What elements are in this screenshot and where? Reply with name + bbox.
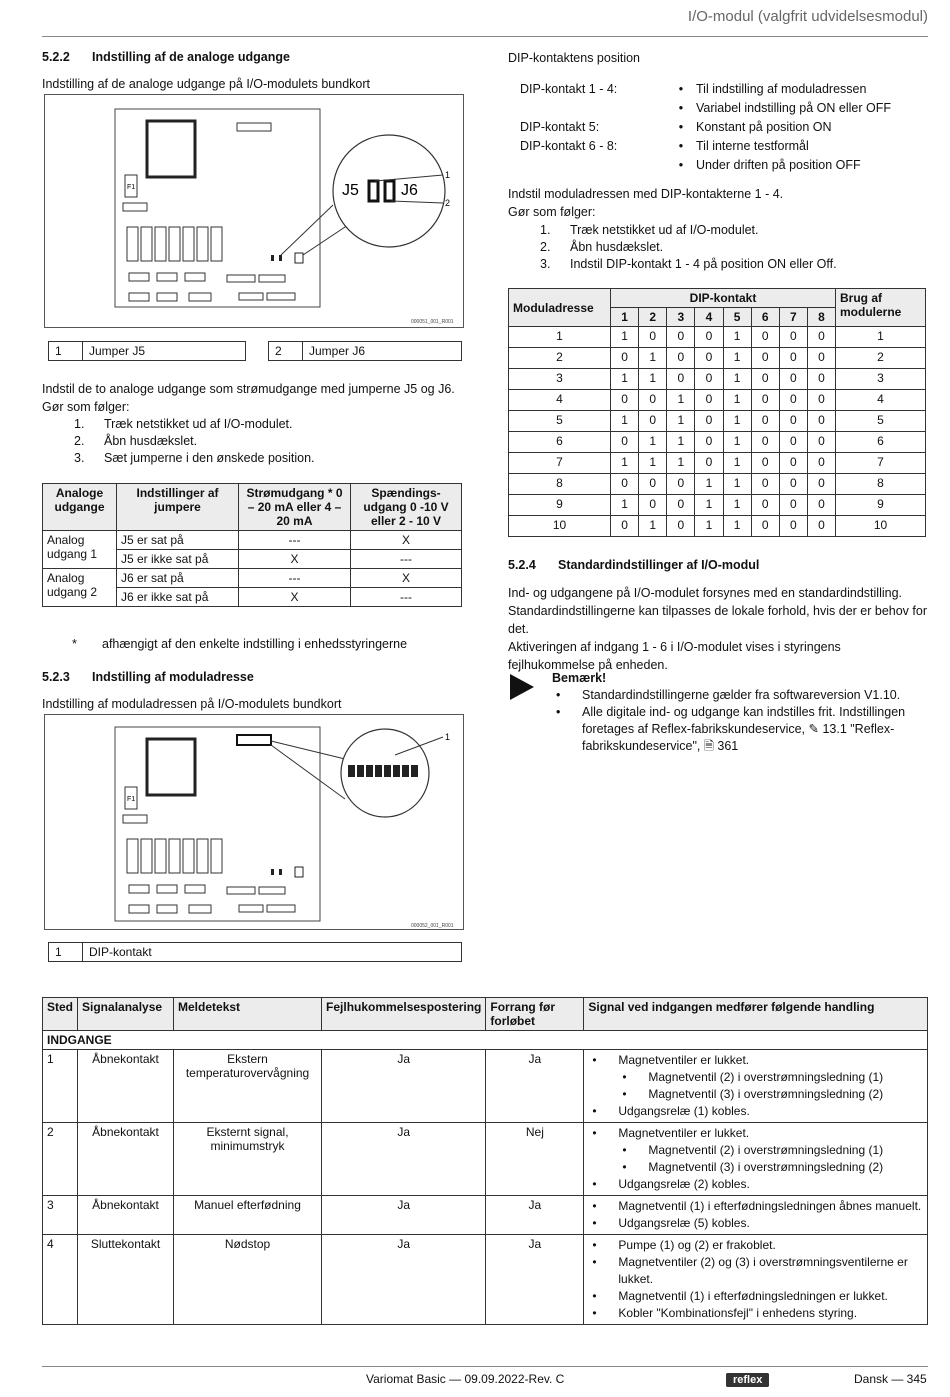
table-row	[43, 1123, 928, 1196]
section-heading-5-2-3	[42, 670, 254, 684]
callout-1: 1	[445, 732, 451, 742]
table-header: Forrang før forløbet	[486, 998, 584, 1031]
footnote-text: afhængigt af den enkelte indstilling i enhedsstyringerne	[102, 637, 408, 651]
caption-item	[48, 341, 246, 361]
table-cell: 5	[509, 411, 611, 432]
table-cell: 1	[723, 495, 751, 516]
svg-text:F1: F1	[127, 184, 136, 191]
pcb-figure-jumpers	[44, 94, 464, 328]
dip-position-title: DIP-kontaktens position	[508, 51, 641, 65]
table-cell: 0	[611, 432, 639, 453]
table-cell: 0	[751, 453, 779, 474]
list-item: 1. Træk netstikket ud af I/O-modulet.	[74, 417, 293, 431]
table-cell: 1	[43, 1050, 78, 1123]
table-header: Strømudgang * 0 – 20 mA eller 4 – 20 mA	[239, 484, 351, 531]
list-item: • Magnetventiler (2) og (3) i overstrømningsventilerne er lukket.	[588, 1254, 923, 1288]
table-cell: 1	[695, 516, 723, 537]
table-cell: 0	[779, 411, 807, 432]
table-cell: 0	[611, 390, 639, 411]
signal-table	[42, 997, 928, 1325]
table-cell: 0	[639, 327, 667, 348]
list-item: • Udgangsrelæ (2) kobles.	[588, 1176, 923, 1193]
note-title: Bemærk!	[552, 671, 607, 685]
table-header: 1	[611, 308, 639, 327]
table-cell: 0	[779, 369, 807, 390]
table-cell: 0	[639, 411, 667, 432]
table-cell: 0	[779, 474, 807, 495]
table-cell: 4	[836, 390, 926, 411]
steps-list	[42, 416, 315, 467]
list-item: • Udgangsrelæ (5) kobles.	[588, 1215, 923, 1232]
table-cell: Ekstern temperaturovervågning	[174, 1050, 322, 1123]
table-row	[509, 327, 926, 348]
table-cell: 0	[667, 495, 695, 516]
list-item: • Kobler "Kombinationsfejl" i enhedens styring.	[588, 1305, 923, 1322]
table-cell: Nødstop	[174, 1235, 322, 1325]
table-header: Signal ved indgangen medfører følgende handling	[584, 998, 928, 1031]
table-cell: 1	[695, 495, 723, 516]
table-cell: 0	[807, 495, 835, 516]
table-header: Brug af modulerne	[836, 289, 926, 327]
table-cell: 7	[509, 453, 611, 474]
pcb-figure-dip	[44, 714, 464, 930]
note-box	[552, 669, 928, 755]
table-header: 8	[807, 308, 835, 327]
table-cell: Ja	[486, 1235, 584, 1325]
table-row	[43, 1235, 928, 1325]
list-item: • Alle digitale ind- og udgange kan indstilles frit. Indstillingen foretages af Reflex-fabrikskundeservice, ✎ 13.1 "Reflex-fabrikskundeservice", 🗎 361	[552, 704, 928, 755]
list-item: 2. Åbn husdækslet.	[540, 240, 664, 254]
footnote-mark: *	[72, 637, 77, 651]
table-row	[43, 1050, 928, 1123]
table-row	[509, 411, 926, 432]
table-cell: 0	[779, 453, 807, 474]
table-cell: 0	[695, 411, 723, 432]
table-header: 7	[779, 308, 807, 327]
table-cell: J5 er ikke sat på	[117, 550, 239, 569]
table-cell: 0	[667, 327, 695, 348]
table-cell: 5	[836, 411, 926, 432]
list-item: • Magnetventil (2) i overstrømningsledning (1)	[588, 1069, 923, 1086]
table-cell: J6 er sat på	[117, 569, 239, 588]
table-cell: Sluttekontakt	[78, 1235, 174, 1325]
list-item: • Magnetventiler er lukket.	[588, 1052, 923, 1069]
table-cell: 1	[667, 390, 695, 411]
table-row	[509, 390, 926, 411]
section-number: 5.2.2	[42, 50, 70, 64]
table-cell	[584, 1123, 928, 1196]
table-cell: 0	[611, 474, 639, 495]
table-cell: 1	[611, 327, 639, 348]
caption-key: 1	[49, 943, 83, 961]
table-header: 4	[695, 308, 723, 327]
list-item: • Standardindstillingerne gælder fra softwareversion V1.10.	[552, 687, 928, 704]
section-title: Indstilling af de analoge udgange	[92, 50, 290, 64]
table-header: 6	[751, 308, 779, 327]
steps-list	[508, 222, 837, 273]
zoom-label-j5: J5	[342, 182, 359, 199]
table-cell: 1	[639, 348, 667, 369]
table-cell: 0	[779, 516, 807, 537]
list-item: • Magnetventil (3) i overstrømningsledning (2)	[588, 1086, 923, 1103]
table-cell: J6 er ikke sat på	[117, 588, 239, 607]
table-cell: 3	[509, 369, 611, 390]
caption-key: 1	[49, 342, 83, 360]
list-item: 1. Træk netstikket ud af I/O-modulet.	[540, 223, 759, 237]
table-cell: 1	[667, 453, 695, 474]
table-cell: 2	[836, 348, 926, 369]
module-address-table	[508, 288, 926, 537]
footer-page: Dansk — 345	[854, 1372, 927, 1386]
steps-intro: Gør som følger:	[508, 205, 596, 219]
table-cell: 0	[751, 390, 779, 411]
table-cell: 3	[43, 1196, 78, 1235]
table-row	[509, 432, 926, 453]
section-intro: Indstilling af de analoge udgange på I/O-modulets bundkort	[42, 77, 371, 91]
table-cell: Ja	[486, 1050, 584, 1123]
caption-label: Jumper J6	[309, 344, 366, 358]
list-item: • Magnetventil (3) i overstrømningsledning (2)	[588, 1159, 923, 1176]
caption-label: DIP-kontakt	[89, 945, 152, 959]
list-item: • Magnetventil (1) i efterfødningsledningen er lukket.	[588, 1288, 923, 1305]
table-header: 3	[667, 308, 695, 327]
table-cell: Ja	[486, 1196, 584, 1235]
table-cell: 0	[695, 432, 723, 453]
reflex-logo: reflex	[726, 1372, 769, 1386]
table-cell: 0	[639, 390, 667, 411]
section-title: Standardindstillinger af I/O-modul	[558, 558, 760, 572]
table-cell: 0	[751, 348, 779, 369]
table-cell: 0	[751, 411, 779, 432]
table-header: Analoge udgange	[43, 484, 117, 531]
table-cell: 0	[667, 516, 695, 537]
caption-item	[48, 942, 462, 962]
table-cell: 0	[807, 390, 835, 411]
table-row	[509, 348, 926, 369]
table-cell: 0	[751, 474, 779, 495]
table-cell: 0	[695, 327, 723, 348]
table-cell: 0	[779, 348, 807, 369]
dip-position-list	[520, 80, 920, 175]
zoom-label-j6: J6	[401, 182, 418, 199]
footer-doc: Variomat Basic — 09.09.2022-Rev. C	[366, 1372, 565, 1386]
table-cell: 0	[695, 453, 723, 474]
table-cell: 10	[509, 516, 611, 537]
table-cell: 1	[723, 474, 751, 495]
steps-intro: Gør som følger:	[42, 400, 130, 414]
table-cell: 8	[509, 474, 611, 495]
table-cell: 0	[611, 348, 639, 369]
callout-1: 1	[445, 170, 451, 180]
table-cell: 0	[667, 348, 695, 369]
footnote	[72, 636, 407, 653]
table-cell: 0	[639, 495, 667, 516]
table-cell: 7	[836, 453, 926, 474]
running-header: I/O-modul (valgfrit udvidelsesmodul)	[687, 8, 928, 25]
header-rule	[42, 36, 928, 37]
table-cell: Åbnekontakt	[78, 1050, 174, 1123]
table-cell: 9	[836, 495, 926, 516]
section-heading-5-2-2	[42, 50, 290, 64]
table-cell: 1	[836, 327, 926, 348]
table-row	[43, 531, 462, 550]
table-cell: 0	[667, 474, 695, 495]
table-cell: Ja	[322, 1196, 486, 1235]
table-row	[509, 369, 926, 390]
table-cell: 1	[723, 411, 751, 432]
paragraph: Ind- og udgangene på I/O-modulet forsynes med en standardindstilling.	[508, 586, 902, 600]
table-cell: X	[239, 588, 351, 607]
list-item: DIP-kontakt 6 - 8: • Til interne testformål • Under driften på position OFF	[520, 139, 861, 172]
table-header: Moduladresse	[509, 289, 611, 327]
table-row	[509, 474, 926, 495]
table-cell: 1	[639, 369, 667, 390]
table-cell	[584, 1196, 928, 1235]
table-cell: ---	[239, 569, 351, 588]
table-cell: J5 er sat på	[117, 531, 239, 550]
table-cell: 1	[723, 369, 751, 390]
table-cell: 3	[836, 369, 926, 390]
table-cell: 2	[43, 1123, 78, 1196]
table-cell: 0	[667, 369, 695, 390]
table-cell: 1	[639, 516, 667, 537]
table-cell: Nej	[486, 1123, 584, 1196]
table-header: 5	[723, 308, 751, 327]
table-cell: Ja	[322, 1050, 486, 1123]
instruction: Indstil moduladressen med DIP-kontakterne 1 - 4.	[508, 187, 784, 201]
table-cell: 0	[807, 411, 835, 432]
table-cell: 1	[611, 369, 639, 390]
table-cell: 0	[751, 516, 779, 537]
table-cell: 0	[779, 390, 807, 411]
table-cell: 0	[639, 474, 667, 495]
table-cell: 1	[723, 432, 751, 453]
table-header: 2	[639, 308, 667, 327]
list-item: • Magnetventil (1) i efterfødningsledningen åbnes manuelt.	[588, 1198, 923, 1215]
table-cell: 0	[807, 474, 835, 495]
table-cell: Analog udgang 2	[43, 569, 117, 607]
list-item: 3. Sæt jumperne i den ønskede position.	[74, 451, 315, 465]
table-header: DIP-kontakt	[611, 289, 836, 308]
table-cell: Ja	[322, 1235, 486, 1325]
table-cell	[584, 1235, 928, 1325]
table-cell: 4	[509, 390, 611, 411]
table-cell: 1	[611, 411, 639, 432]
table-cell: 1	[723, 516, 751, 537]
table-cell: 2	[509, 348, 611, 369]
list-item: 3. Indstil DIP-kontakt 1 - 4 på position ON eller Off.	[540, 257, 837, 271]
list-item: 2. Åbn husdækslet.	[74, 434, 198, 448]
svg-text:F1: F1	[127, 796, 136, 803]
table-header: Sted	[43, 998, 78, 1031]
table-cell: 6	[836, 432, 926, 453]
table-cell: 0	[695, 369, 723, 390]
paragraph: Standardindstillingerne kan tilpasses de lokale forhold, hvis der er behov for det.	[508, 604, 927, 636]
table-cell: 0	[695, 390, 723, 411]
table-cell: X	[351, 531, 462, 550]
table-row	[509, 453, 926, 474]
list-item: • Pumpe (1) og (2) er frakoblet.	[588, 1237, 923, 1254]
table-cell: 1	[723, 453, 751, 474]
table-cell: 0	[807, 453, 835, 474]
table-header: Signalanalyse	[78, 998, 174, 1031]
table-cell: ---	[351, 550, 462, 569]
pcb-diagram	[45, 715, 465, 931]
pcb-diagram	[45, 95, 465, 329]
table-cell: 1	[639, 453, 667, 474]
caption-label: Jumper J5	[89, 344, 146, 358]
table-cell: 0	[751, 369, 779, 390]
list-item: • Magnetventiler er lukket.	[588, 1125, 923, 1142]
table-cell: X	[351, 569, 462, 588]
table-cell: 0	[807, 432, 835, 453]
caption-key: 2	[269, 342, 303, 360]
table-cell: 9	[509, 495, 611, 516]
table-row	[43, 569, 462, 588]
table-cell: Åbnekontakt	[78, 1196, 174, 1235]
table-cell	[584, 1050, 928, 1123]
note-arrow-icon	[510, 674, 536, 703]
section-intro: Indstilling af moduladressen på I/O-modulets bundkort	[42, 697, 342, 711]
table-row	[509, 516, 926, 537]
table-cell: 1	[723, 390, 751, 411]
table-cell: 0	[695, 348, 723, 369]
table-cell: 0	[751, 495, 779, 516]
table-header: Spændings-udgang 0 -10 V eller 2 - 10 V	[351, 484, 462, 531]
table-cell: Analog udgang 1	[43, 531, 117, 569]
table-cell: Eksternt signal, minimumstryk	[174, 1123, 322, 1196]
table-cell: 8	[836, 474, 926, 495]
table-cell: 0	[779, 327, 807, 348]
callout-2: 2	[445, 198, 451, 208]
caption-item	[268, 341, 462, 361]
table-cell: 0	[751, 432, 779, 453]
table-cell: 1	[611, 495, 639, 516]
table-cell: 0	[611, 516, 639, 537]
table-row	[509, 495, 926, 516]
table-header: Fejlhukommelsespostering	[322, 998, 486, 1031]
analog-output-table	[42, 483, 462, 607]
table-cell: 1	[639, 432, 667, 453]
footer-rule	[42, 1366, 928, 1367]
paragraph: Aktiveringen af indgang 1 - 6 i I/O-modulet vises i styringens fejlhukommelse på enheden.	[508, 640, 841, 672]
table-cell: 0	[807, 516, 835, 537]
list-item: • Udgangsrelæ (1) kobles.	[588, 1103, 923, 1120]
section-heading-5-2-4	[508, 558, 759, 572]
table-cell: 0	[751, 327, 779, 348]
table-header: Indstillinger af jumpere	[117, 484, 239, 531]
list-item: • Magnetventil (2) i overstrømningsledning (1)	[588, 1142, 923, 1159]
figure-code: 000051_001_R001	[411, 319, 454, 325]
instruction: Indstil de to analoge udgange som strømudgange med jumperne J5 og J6.	[42, 382, 455, 396]
table-cell: 1	[723, 327, 751, 348]
table-cell: 0	[807, 327, 835, 348]
table-cell: 4	[43, 1235, 78, 1325]
table-cell: 6	[509, 432, 611, 453]
table-header: Meldetekst	[174, 998, 322, 1031]
table-cell: 0	[779, 432, 807, 453]
table-cell: 1	[611, 453, 639, 474]
table-row	[43, 1196, 928, 1235]
table-cell: 1	[667, 411, 695, 432]
table-cell: ---	[239, 531, 351, 550]
section-number: 5.2.4	[508, 558, 536, 572]
section-body	[508, 584, 928, 674]
table-cell: 0	[807, 369, 835, 390]
table-cell: 1	[667, 432, 695, 453]
table-cell: Ja	[322, 1123, 486, 1196]
table-cell: ---	[351, 588, 462, 607]
section-title: Indstilling af moduladresse	[92, 670, 254, 684]
table-cell: Åbnekontakt	[78, 1123, 174, 1196]
figure-code: 000052_001_R001	[411, 923, 454, 929]
table-section-label: INDGANGE	[43, 1031, 928, 1050]
list-item: DIP-kontakt 5: • Konstant på position ON	[520, 120, 832, 134]
table-cell: 1	[509, 327, 611, 348]
table-cell: 10	[836, 516, 926, 537]
table-cell: 1	[723, 348, 751, 369]
table-cell: 0	[807, 348, 835, 369]
table-cell: 0	[779, 495, 807, 516]
table-cell: 1	[695, 474, 723, 495]
list-item: DIP-kontakt 1 - 4: • Til indstilling af moduladressen • Variabel indstilling på ON eller OFF	[520, 82, 891, 115]
table-cell: X	[239, 550, 351, 569]
table-cell: Manuel efterfødning	[174, 1196, 322, 1235]
section-number: 5.2.3	[42, 670, 70, 684]
